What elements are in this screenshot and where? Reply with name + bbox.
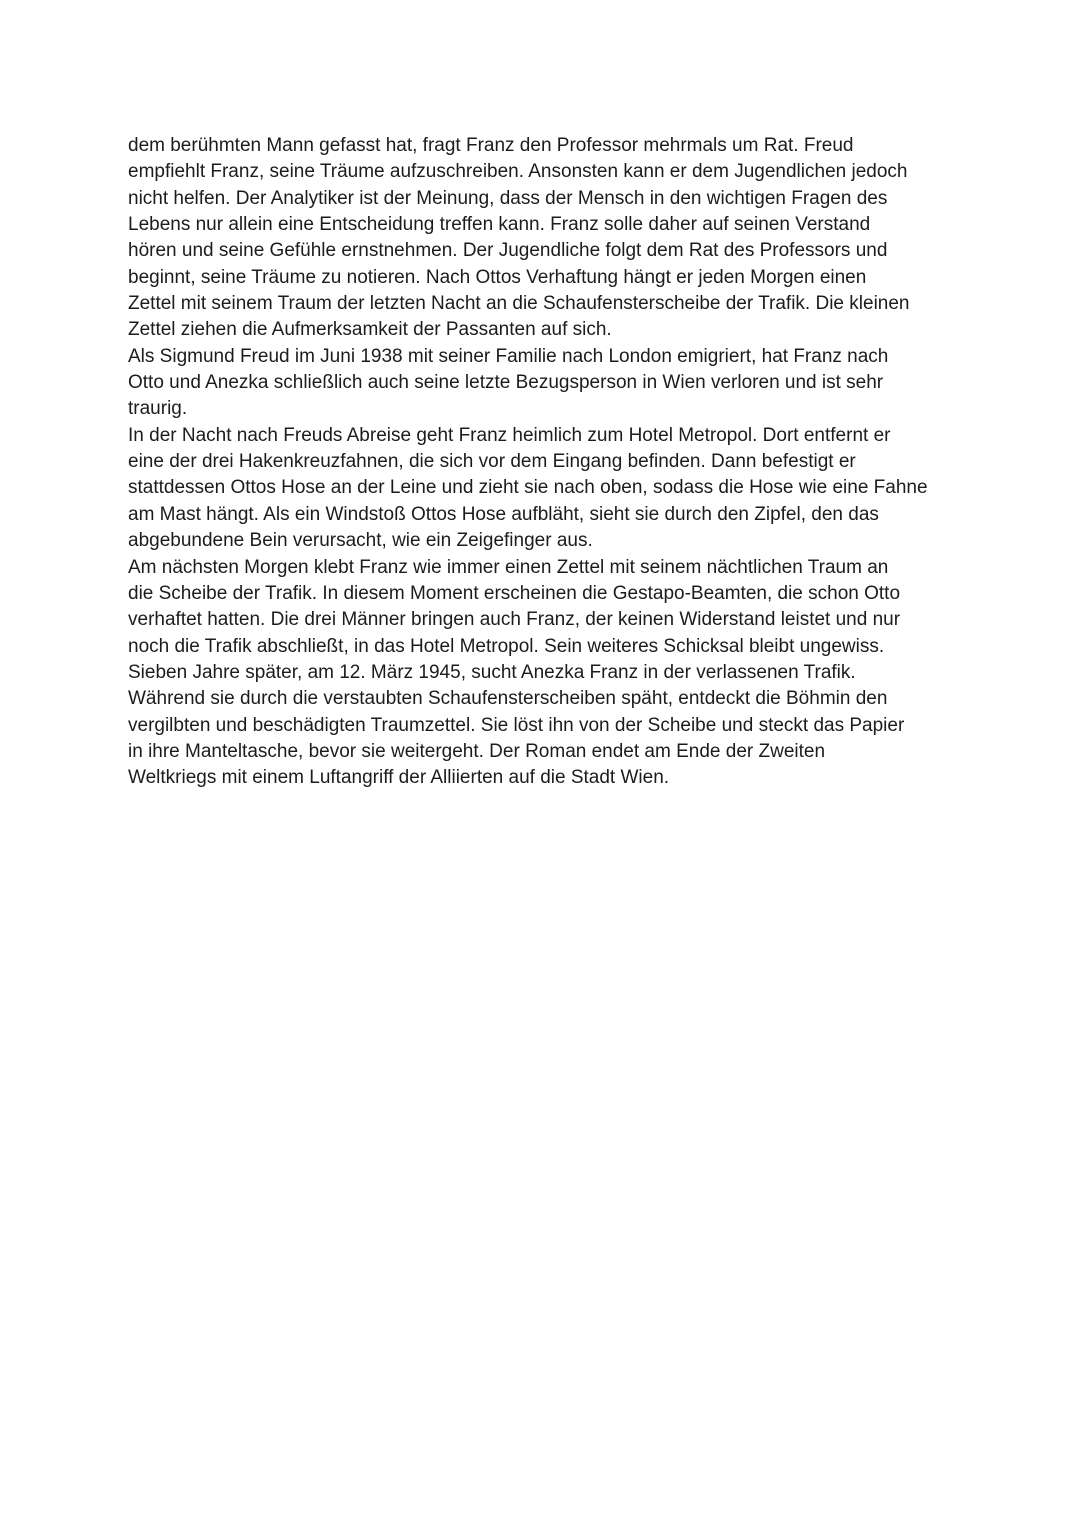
text-line: die Scheibe der Trafik. In diesem Moment erscheinen die Gestapo-Beamten, die schon Otto	[128, 582, 901, 604]
text-line: am Mast hängt. Als ein Windstoß Ottos Hose aufbläht, sieht sie durch den Zipfel, den das	[128, 503, 879, 525]
text-line: vergilbten und beschädigten Traumzettel. Sie löst ihn von der Scheibe und steckt das Papier	[128, 714, 905, 736]
text-line: traurig.	[128, 398, 188, 420]
text-line: in ihre Manteltasche, bevor sie weitergeht. Der Roman endet am Ende der Zweiten	[128, 740, 826, 762]
text-line: Otto und Anezka schließlich auch seine letzte Bezugsperson in Wien verloren und ist sehr	[128, 372, 884, 394]
text-line: Sieben Jahre später, am 12. März 1945, sucht Anezka Franz in der verlassenen Trafik.	[128, 661, 856, 683]
text-line: noch die Trafik abschließt, in das Hotel Metropol. Sein weiteres Schicksal bleibt ungewiss.	[128, 635, 885, 657]
text-line: dem berühmten Mann gefasst hat, fragt Franz den Professor mehrmals um Rat. Freud	[128, 135, 854, 156]
text-line: empfiehlt Franz, seine Träume aufzuschreiben. Ansonsten kann er dem Jugendlichen jedoch	[128, 161, 908, 183]
document-text-block	[128, 133, 1008, 792]
text-line: Zettel ziehen die Aufmerksamkeit der Passanten auf sich.	[128, 319, 612, 341]
text-line: eine der drei Hakenkreuzfahnen, die sich vor dem Eingang befinden. Dann befestigt er	[128, 451, 856, 473]
text-line: verhaftet hatten. Die drei Männer bringen auch Franz, der keinen Widerstand leistet und nur	[128, 609, 901, 631]
text-line: In der Nacht nach Freuds Abreise geht Franz heimlich zum Hotel Metropol. Dort entfernt er	[128, 424, 891, 446]
text-line: Lebens nur allein eine Entscheidung treffen kann. Franz solle daher auf seinen Verstand	[128, 214, 871, 236]
text-line: Zettel mit seinem Traum der letzten Nacht an die Schaufensterscheibe der Trafik. Die kleinen	[128, 293, 910, 315]
text-line: hören und seine Gefühle ernstnehmen. Der Jugendliche folgt dem Rat des Professors und	[128, 240, 888, 262]
text-line: stattdessen Ottos Hose an der Leine und zieht sie nach oben, sodass die Hose wie eine Fahne	[128, 477, 928, 499]
text-line: Als Sigmund Freud im Juni 1938 mit seiner Familie nach London emigriert, hat Franz nach	[128, 345, 889, 367]
text-line: abgebundene Bein verursacht, wie ein Zeigefinger aus.	[128, 530, 593, 552]
text-line: beginnt, seine Träume zu notieren. Nach Ottos Verhaftung hängt er jeden Morgen einen	[128, 266, 867, 288]
text-line: Während sie durch die verstaubten Schaufensterscheiben späht, entdeckt die Böhmin den	[128, 688, 888, 710]
text-line: Weltkriegs mit einem Luftangriff der Alliierten auf die Stadt Wien.	[128, 767, 670, 789]
text-line: Am nächsten Morgen klebt Franz wie immer einen Zettel mit seinem nächtlichen Traum an	[128, 556, 889, 578]
text-line: nicht helfen. Der Analytiker ist der Meinung, dass der Mensch in den wichtigen Fragen des	[128, 187, 888, 209]
